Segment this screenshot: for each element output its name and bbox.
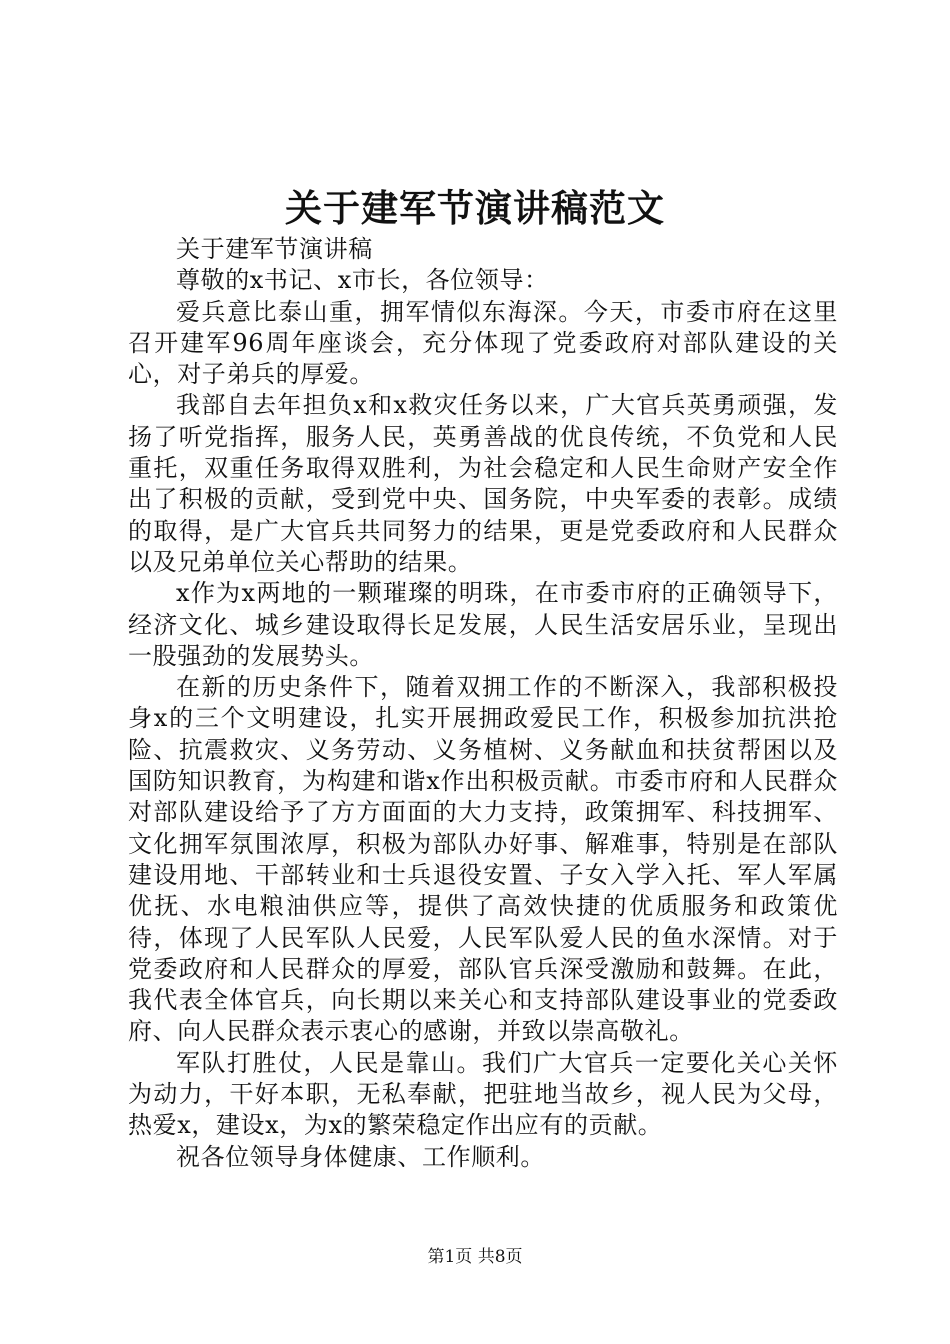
page-number: 第1页 共8页 — [427, 1247, 523, 1267]
paragraph-opening: 爱兵意比泰山重，拥军情似东海深。今天，市委市府在这里召开建军96周年座谈会，充分体现了党委政府对部队建设的关心，对子弟兵的厚爱。 — [128, 297, 838, 389]
salutation: 尊敬的x书记、x市长，各位领导： — [176, 266, 549, 295]
paragraph-achievements: 我部自去年担负x和x救灾任务以来，广大官兵英勇顽强，发扬了听党指挥，服务人民，英勇善战的优良传统，不负党和人民重托，双重任务取得双胜利，为社会稳定和人民生命财产安全作出了积极的贡献，受到党中央、国务院，中央军委的表彰。成绩的取得，是广大官兵共同努力的结果，更是党委政府和人民群众以及兄弟单位关心帮助的结果。 — [128, 391, 838, 576]
paragraph-support: 在新的历史条件下，随着双拥工作的不断深入，我部积极投身x的三个文明建设，扎实开展拥政爱民工作，积极参加抗洪抢险、抗震救灾、义务劳动、义务植树、义务献血和扶贫帮困以及国防知识教育，为构建和谐x作出积极贡献。市委市府和人民群众对部队建设给予了方方面面的大力支持，政策拥军、科技拥军、文化拥军氛围浓厚，积极为部队办好事、解难事，特别是在部队建设用地、干部转业和士兵退役安置、子女入学入托、军人军属优抚、水电粮油供应等，提供了高效快捷的优质服务和政策优待，体现了人民军队人民爱，人民军队爱人民的鱼水深情。对于党委政府和人民群众的厚爱，部队官兵深受激励和鼓舞。在此，我代表全体官兵，向长期以来关心和支持部队建设事业的党委政府、向人民群众表示衷心的感谢，并致以崇高敬礼。 — [128, 673, 838, 1046]
document-title: 关于建军节演讲稿范文 — [285, 186, 665, 230]
paragraph-city: x作为x两地的一颗璀璨的明珠，在市委市府的正确领导下，经济文化、城乡建设取得长足发展，人民生活安居乐业，呈现出一股强劲的发展势头。 — [128, 579, 838, 670]
paragraph-closing: 祝各位领导身体健康、工作顺利。 — [176, 1142, 545, 1171]
document-body — [128, 234, 838, 1173]
paragraph-commitment: 军队打胜仗，人民是靠山。我们广大官兵一定要化关心关怀为动力，干好本职，无私奉献，把驻地当故乡，视人民为父母，热爱x，建设x，为x的繁荣稳定作出应有的贡献。 — [128, 1048, 838, 1140]
speech-heading: 关于建军节演讲稿 — [176, 235, 373, 263]
